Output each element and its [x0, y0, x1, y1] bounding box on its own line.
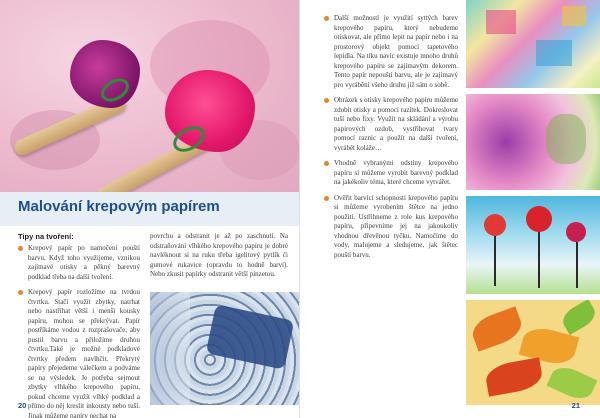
photo-flowers-painting [466, 196, 600, 294]
continuation-text: povrchu a odstranit je až po zaschnutí. Na odstraňování vlhkého krepového papíru je dobré navléknout si na ruku třeba igelitový pytlík či gumové rukavice (opravdu to hodně barví). Nebo zkusit papírky odstranit větší pinzetou. [150, 232, 288, 278]
left-text-column [18, 244, 140, 418]
right-text-column [324, 14, 458, 266]
tips-heading: Tipy na tvoření: [18, 232, 74, 241]
leaf [484, 357, 544, 396]
leaf [468, 306, 525, 351]
photo-pink-purple-print [466, 94, 600, 190]
tip-bullet: Ověřit barvicí schopnosti krepového papíru si můžeme vyrobením štětce na jedno použití. Ustřihneme z role kus krepového papíru, připevníme jej na jakoukoliv vhodnou dřevěnou tyčku. Namočíme do vody, malujeme a sledujeme, jak štětec pouští barvu. [324, 194, 458, 261]
right-page [300, 0, 600, 418]
page-title: Malování krepovým papírem [18, 198, 220, 215]
page-number-right: 21 [571, 401, 580, 410]
paper-scrap [546, 114, 586, 164]
photo-blue-rolling [150, 292, 300, 405]
stem [576, 242, 578, 288]
flower [484, 214, 506, 236]
tip-bullet: Obrázek s otisky krepového papíru můžeme zdobit otisky a pomocí razítek. Dokreslovat tuší nebo fixy. Využít na skládání a výrobu papírových ozdob, vystřihovat tvary pomocí raznic a použít na další tvoření, vyrábět koláže… [324, 96, 458, 153]
stem [538, 232, 540, 288]
tip-bullet: Krepový papír rozložíme na tvrdou čtvrtku. Stačí využít zbytky, natrhat nebo nastříhat větší i menší kousky papíru, mohou se překrývat. Papír postříkáme vodou z rozprašovače, aby pustil barvu a přiložíme druhou čtvrtku.Také je možné podkladové čtvrtky předem navlhčit. Překrytý papíry přejedeme válečkem a podváme se na výsledek. Je potřeba sejmout zbytky vlhkého krepového papíru, pokud chceme využít vlhký podklad a přímo do něj kreslit inkousty nebo tuší. Jinak můžeme papíry nechat na [18, 288, 140, 418]
paper-scrap [486, 10, 516, 34]
flower [526, 206, 552, 232]
roller [206, 304, 295, 370]
hero-photo-crepe-brushes [0, 0, 300, 192]
stem [494, 236, 496, 286]
tip-bullet: Vhodně vybranými odstíny krepového papíru si můžeme vyrobit barevný podklad na jakékoliv téma, které chceme vytvářet. [324, 159, 458, 188]
tip-bullet: Další možností je využití syttých barev krepového papíru, který nebudeme otiskovat, ale přímo lepit na papír nebo i na prostorový objekt pomocí tapetového lepidla. Na tiku navíc existuje mnoho druhů krepového papíru se zajímavým dekorem. Tento papír nepouští barvu, ale je zajímavý pro vyrábění všeho druhu již sám o sobě. [324, 14, 458, 90]
title-bar [0, 192, 300, 226]
photo-colorful-collage [466, 0, 600, 88]
photo-autumn-leaves [466, 300, 600, 405]
leaf [547, 362, 598, 404]
paper-scrap [562, 6, 586, 26]
paper-scrap [536, 40, 572, 66]
table-edge [150, 292, 190, 405]
page-number-left: 20 [18, 401, 27, 410]
tip-bullet: Krepový papír po namočení pouští barvu. Když toho využijeme, vznikou zajímavé otisky a pěkný barevný podklad třeba na další tvoření. [18, 244, 140, 282]
flower [566, 222, 586, 242]
leaf [559, 300, 599, 335]
